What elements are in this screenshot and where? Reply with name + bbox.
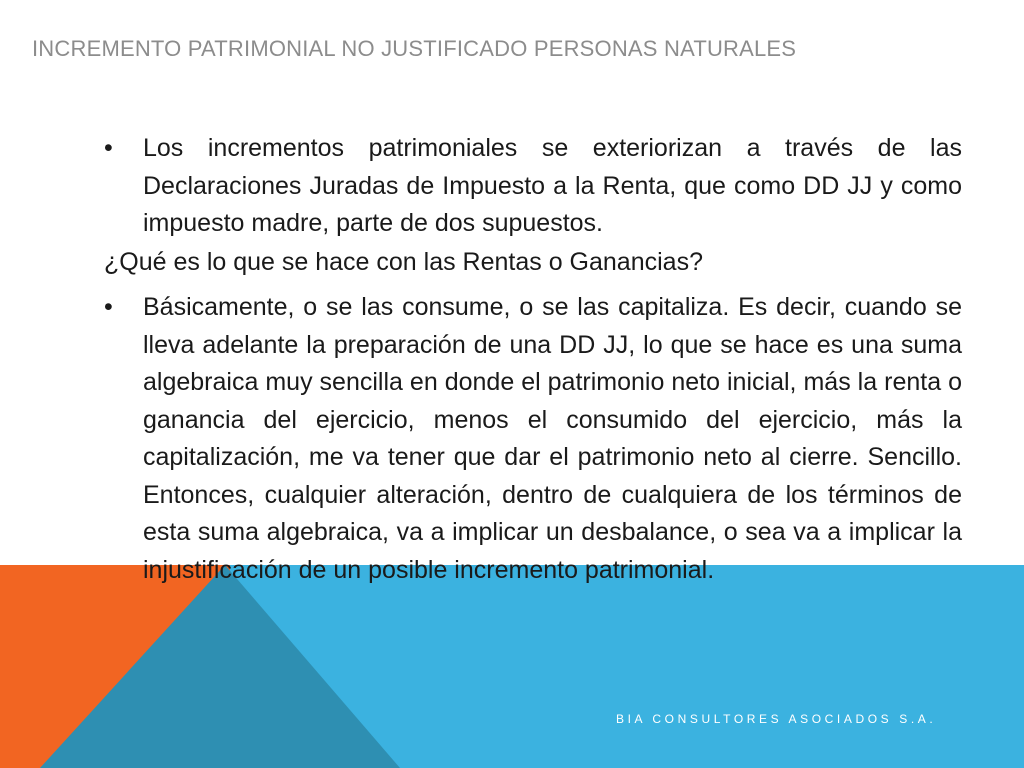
question-text: ¿Qué es lo que se hace con las Rentas o Ganancias? — [104, 247, 703, 276]
slide-content — [104, 130, 962, 589]
bullet-item — [104, 289, 962, 589]
bullet-icon: • — [104, 134, 113, 162]
bullet-item — [104, 130, 962, 243]
footer-company: BIA CONSULTORES ASOCIADOS S.A. — [616, 712, 937, 726]
bullet-text: Básicamente, o se las consume, o se las capitaliza. Es decir, cuando se lleva adelante la preparación de una DD JJ, lo que se hace es una suma algebraica muy sencilla en donde el patrimonio neto inicial, más la renta o ganancia del ejercicio, menos el consumido del ejercicio, más la capitalización, me va tener que dar el patrimonio neto al cierre. Sencillo. Entonces, cualquier alteración, dentro de cualquiera de los términos de esta suma algebraica, va a implicar un desbalance, o sea va a implicar la injustificación de un posible incremento patrimonial. — [143, 293, 962, 584]
bullet-text: Los incrementos patrimoniales se exteriorizan a través de las Declaraciones Juradas de Impuesto a la Renta, que como DD JJ y como impuesto madre, parte de dos supuestos. — [143, 134, 962, 237]
bullet-icon: • — [104, 293, 113, 321]
slide-title: INCREMENTO PATRIMONIAL NO JUSTIFICADO PERSONAS NATURALES — [32, 36, 797, 61]
